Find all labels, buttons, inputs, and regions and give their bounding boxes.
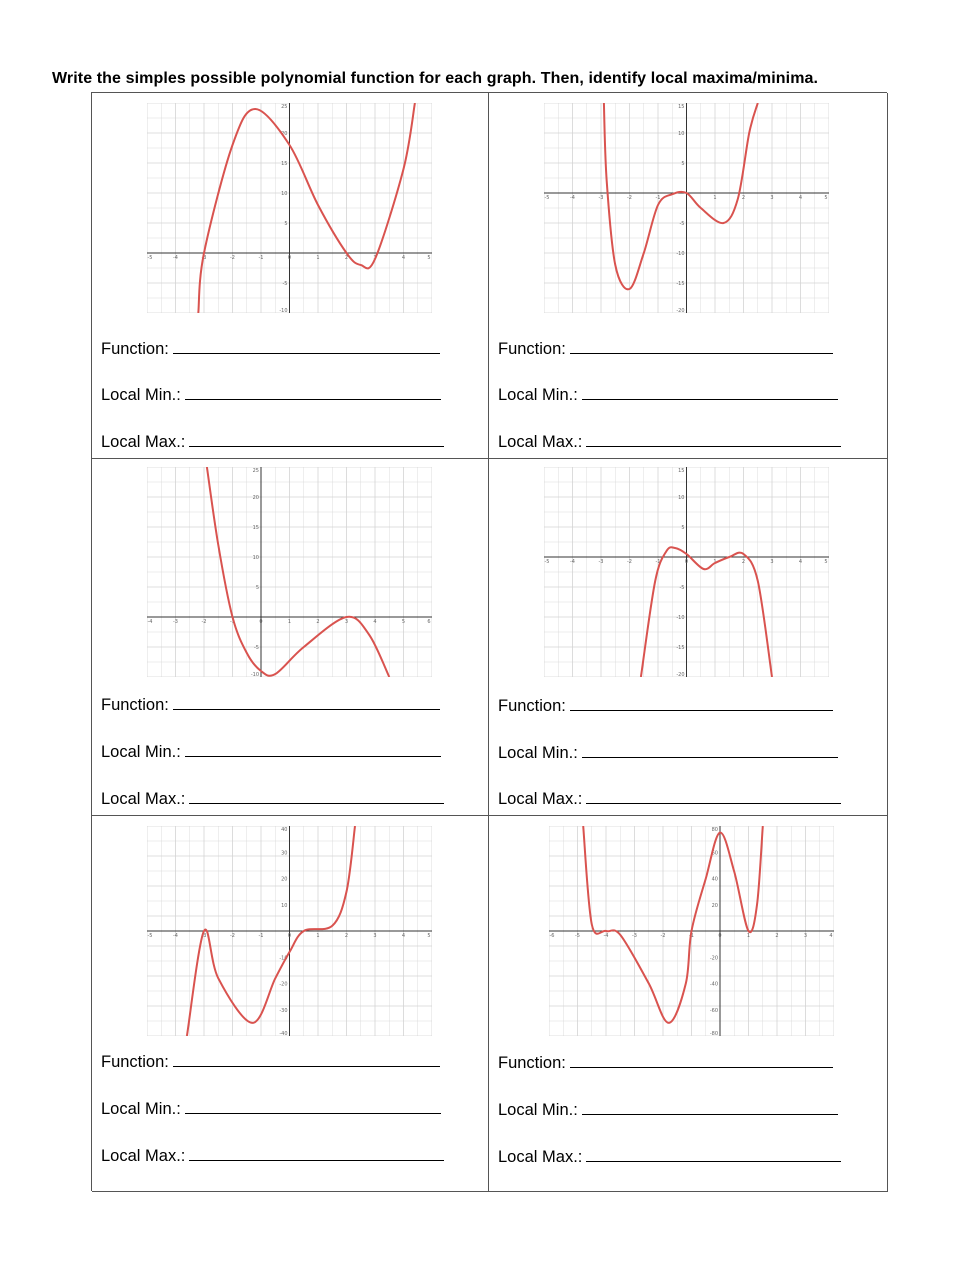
- local-min-line: [101, 1099, 441, 1119]
- y-tick-label: -20: [279, 981, 288, 988]
- local-min-label: Local Min.:: [498, 1101, 578, 1119]
- x-tick-label: -3: [201, 933, 207, 939]
- x-tick-label: 4: [401, 933, 406, 939]
- y-tick-label: -5: [679, 221, 685, 227]
- y-tick-label: -5: [282, 281, 288, 287]
- x-tick-label: 4: [373, 619, 377, 625]
- x-tick-label: 3: [373, 255, 377, 261]
- y-tick-label: 10: [281, 191, 288, 197]
- local-min-answer-blank[interactable]: [582, 385, 838, 400]
- y-tick-label: -5: [679, 585, 685, 591]
- polynomial-graph: [544, 467, 829, 677]
- local-min-answer-blank[interactable]: [185, 742, 441, 757]
- x-tick-label: 0: [287, 255, 292, 261]
- problem-cell: [92, 93, 489, 459]
- local-min-label: Local Min.:: [101, 743, 181, 761]
- function-label: Function:: [498, 340, 566, 358]
- function-answer-blank[interactable]: [570, 1053, 833, 1068]
- local-min-line: [498, 1100, 838, 1120]
- function-answer-blank[interactable]: [173, 1052, 440, 1067]
- y-tick-label: 10: [252, 555, 259, 561]
- x-tick-label: 5: [401, 619, 406, 625]
- function-answer-blank[interactable]: [570, 339, 833, 354]
- local-max-label: Local Max.:: [498, 433, 583, 451]
- x-tick-label: -3: [173, 619, 178, 625]
- y-tick-label: -5: [254, 645, 259, 651]
- y-tick-label: -20: [676, 672, 685, 677]
- function-line: [498, 1053, 833, 1073]
- x-tick-label: 0: [684, 559, 689, 565]
- x-tick-label: 1: [713, 195, 717, 201]
- function-label: Function:: [101, 696, 169, 714]
- x-tick-label: 3: [770, 559, 774, 565]
- polynomial-graph: [147, 103, 432, 313]
- x-tick-label: 1: [316, 933, 320, 939]
- y-tick-label: 5: [681, 161, 685, 167]
- graph-svg: [147, 467, 432, 677]
- function-label: Function:: [498, 697, 566, 715]
- x-tick-label: 4: [401, 255, 406, 261]
- local-min-label: Local Min.:: [101, 386, 181, 404]
- problem-cell: [92, 816, 489, 1192]
- local-min-line: [498, 385, 838, 405]
- instructions-heading: Write the simples possible polynomial function for each graph. Then, identify local maxima/minima.: [52, 70, 819, 87]
- y-tick-label: 10: [281, 902, 288, 909]
- x-tick-label: 2: [344, 255, 349, 261]
- y-tick-label: 60: [711, 850, 718, 857]
- local-min-line: [101, 742, 441, 762]
- graph-svg: [147, 826, 432, 1036]
- x-tick-label: -1: [258, 933, 264, 939]
- function-label: Function:: [101, 1053, 169, 1071]
- graph-svg: [544, 467, 829, 677]
- x-tick-label: 0: [259, 619, 263, 625]
- x-tick-label: 0: [287, 933, 292, 939]
- local-min-answer-blank[interactable]: [582, 743, 838, 758]
- x-tick-label: -5: [544, 195, 550, 201]
- x-tick-label: 2: [775, 933, 779, 939]
- local-min-label: Local Min.:: [498, 386, 578, 404]
- x-tick-label: 2: [741, 559, 746, 565]
- x-tick-label: -2: [201, 619, 207, 625]
- x-tick-label: -2: [627, 195, 632, 201]
- problem-cell: [92, 459, 489, 816]
- x-tick-label: 5: [427, 933, 431, 939]
- local-max-line: [498, 1147, 841, 1167]
- y-tick-label: 15: [252, 525, 259, 531]
- x-tick-label: 0: [718, 933, 722, 939]
- polynomial-graph: [147, 826, 432, 1036]
- local-max-answer-blank[interactable]: [189, 789, 444, 804]
- local-max-label: Local Max.:: [101, 790, 186, 808]
- y-tick-label: -10: [279, 955, 288, 962]
- x-tick-label: 2: [741, 195, 746, 201]
- problem-cell: [489, 459, 888, 816]
- y-tick-label: -10: [250, 672, 259, 677]
- local-max-answer-blank[interactable]: [586, 1147, 841, 1162]
- local-max-line: [101, 432, 444, 452]
- local-max-answer-blank[interactable]: [586, 789, 841, 804]
- polynomial-curve: [641, 547, 772, 677]
- y-tick-label: 15: [678, 468, 685, 474]
- worksheet-table: [91, 92, 887, 1191]
- local-max-line: [498, 432, 841, 452]
- y-tick-label: -40: [279, 1031, 288, 1036]
- polynomial-graph: [147, 467, 432, 677]
- local-min-line: [498, 743, 838, 763]
- x-tick-label: 3: [770, 195, 774, 201]
- x-tick-label: 3: [373, 933, 377, 939]
- y-tick-label: 25: [252, 468, 259, 474]
- x-tick-label: -5: [544, 559, 550, 565]
- x-tick-label: -2: [230, 933, 235, 939]
- local-max-label: Local Max.:: [101, 433, 186, 451]
- graph-svg: [544, 103, 829, 313]
- x-tick-label: -1: [258, 255, 264, 261]
- y-tick-label: -10: [676, 615, 685, 621]
- x-tick-label: -2: [660, 933, 666, 939]
- y-tick-label: 5: [284, 221, 288, 227]
- x-tick-label: 3: [803, 933, 808, 939]
- function-line: [498, 696, 833, 716]
- function-answer-blank[interactable]: [570, 696, 833, 711]
- x-tick-label: -1: [655, 559, 661, 565]
- y-tick-label: 30: [281, 850, 288, 857]
- y-tick-label: -10: [676, 251, 685, 257]
- y-tick-label: -40: [709, 981, 718, 988]
- y-tick-label: -10: [279, 308, 288, 313]
- polynomial-graph: [544, 103, 829, 313]
- function-label: Function:: [101, 340, 169, 358]
- x-tick-label: 6: [427, 619, 431, 625]
- local-max-answer-blank[interactable]: [189, 432, 444, 447]
- x-tick-label: 1: [746, 933, 751, 939]
- local-min-answer-blank[interactable]: [582, 1100, 838, 1115]
- x-tick-label: -3: [598, 559, 604, 565]
- x-tick-label: 5: [824, 559, 828, 565]
- x-tick-label: -4: [173, 933, 178, 939]
- x-tick-label: 4: [798, 195, 803, 201]
- local-max-line: [498, 789, 841, 809]
- y-tick-label: -60: [709, 1007, 718, 1014]
- y-tick-label: 15: [678, 104, 685, 110]
- y-tick-label: 20: [281, 876, 288, 883]
- x-tick-label: -4: [570, 195, 575, 201]
- local-max-line: [101, 789, 444, 809]
- y-tick-label: 25: [281, 104, 288, 110]
- local-min-label: Local Min.:: [498, 744, 578, 762]
- local-max-label: Local Max.:: [101, 1147, 186, 1165]
- y-tick-label: 80: [711, 827, 718, 833]
- polynomial-curve: [583, 826, 763, 1023]
- x-tick-label: 1: [287, 619, 292, 625]
- function-line: [101, 339, 440, 359]
- y-tick-label: 10: [678, 131, 685, 137]
- function-label: Function:: [498, 1054, 566, 1072]
- y-tick-label: -80: [709, 1031, 718, 1036]
- x-tick-label: -1: [689, 933, 694, 939]
- function-line: [101, 1052, 440, 1072]
- y-tick-label: 40: [281, 827, 288, 833]
- x-tick-label: -4: [173, 255, 178, 261]
- y-tick-label: -20: [676, 308, 685, 313]
- local-min-line: [101, 385, 441, 405]
- local-max-label: Local Max.:: [498, 790, 583, 808]
- local-max-answer-blank[interactable]: [586, 432, 841, 447]
- local-max-line: [101, 1146, 444, 1166]
- y-tick-label: 20: [281, 131, 288, 137]
- x-tick-label: -3: [598, 195, 604, 201]
- x-tick-label: 2: [344, 933, 349, 939]
- x-tick-label: -2: [230, 255, 235, 261]
- x-tick-label: 5: [824, 195, 828, 201]
- local-max-label: Local Max.:: [498, 1148, 583, 1166]
- local-min-answer-blank[interactable]: [185, 385, 441, 400]
- y-tick-label: 15: [281, 161, 288, 167]
- x-tick-label: -1: [230, 619, 235, 625]
- x-tick-label: -5: [147, 255, 153, 261]
- x-tick-label: 5: [427, 255, 431, 261]
- x-tick-label: 2: [316, 619, 320, 625]
- y-tick-label: 5: [681, 525, 685, 531]
- x-tick-label: -3: [201, 255, 207, 261]
- x-tick-label: -4: [603, 933, 609, 939]
- x-tick-label: -1: [655, 195, 661, 201]
- x-tick-label: -5: [147, 933, 153, 939]
- x-tick-label: 1: [316, 255, 320, 261]
- y-tick-label: -20: [709, 955, 718, 962]
- function-answer-blank[interactable]: [173, 339, 440, 354]
- x-tick-label: -5: [575, 933, 580, 939]
- x-tick-label: -4: [570, 559, 575, 565]
- graph-svg: [549, 826, 834, 1036]
- y-tick-label: 20: [252, 495, 259, 501]
- x-tick-label: -4: [147, 619, 153, 625]
- local-min-label: Local Min.:: [101, 1100, 181, 1118]
- function-answer-blank[interactable]: [173, 695, 440, 710]
- problem-cell: [489, 93, 888, 459]
- y-tick-label: -15: [676, 645, 685, 651]
- local-min-answer-blank[interactable]: [185, 1099, 441, 1114]
- x-tick-label: -6: [549, 933, 555, 939]
- graph-svg: [147, 103, 432, 313]
- problem-cell: [489, 816, 888, 1192]
- y-tick-label: 10: [678, 495, 685, 501]
- x-tick-label: -2: [627, 559, 632, 565]
- function-line: [101, 695, 440, 715]
- x-tick-label: 4: [798, 559, 803, 565]
- y-tick-label: 20: [711, 902, 718, 909]
- x-tick-label: -3: [632, 933, 637, 939]
- x-tick-label: 1: [713, 559, 717, 565]
- x-tick-label: 3: [344, 619, 349, 625]
- local-max-answer-blank[interactable]: [189, 1146, 444, 1161]
- function-line: [498, 339, 833, 359]
- x-tick-label: 4: [829, 933, 833, 939]
- y-tick-label: -15: [676, 281, 685, 287]
- polynomial-graph: [549, 826, 834, 1036]
- y-tick-label: 40: [711, 876, 718, 883]
- y-tick-label: -30: [279, 1007, 288, 1014]
- y-tick-label: 5: [255, 585, 259, 591]
